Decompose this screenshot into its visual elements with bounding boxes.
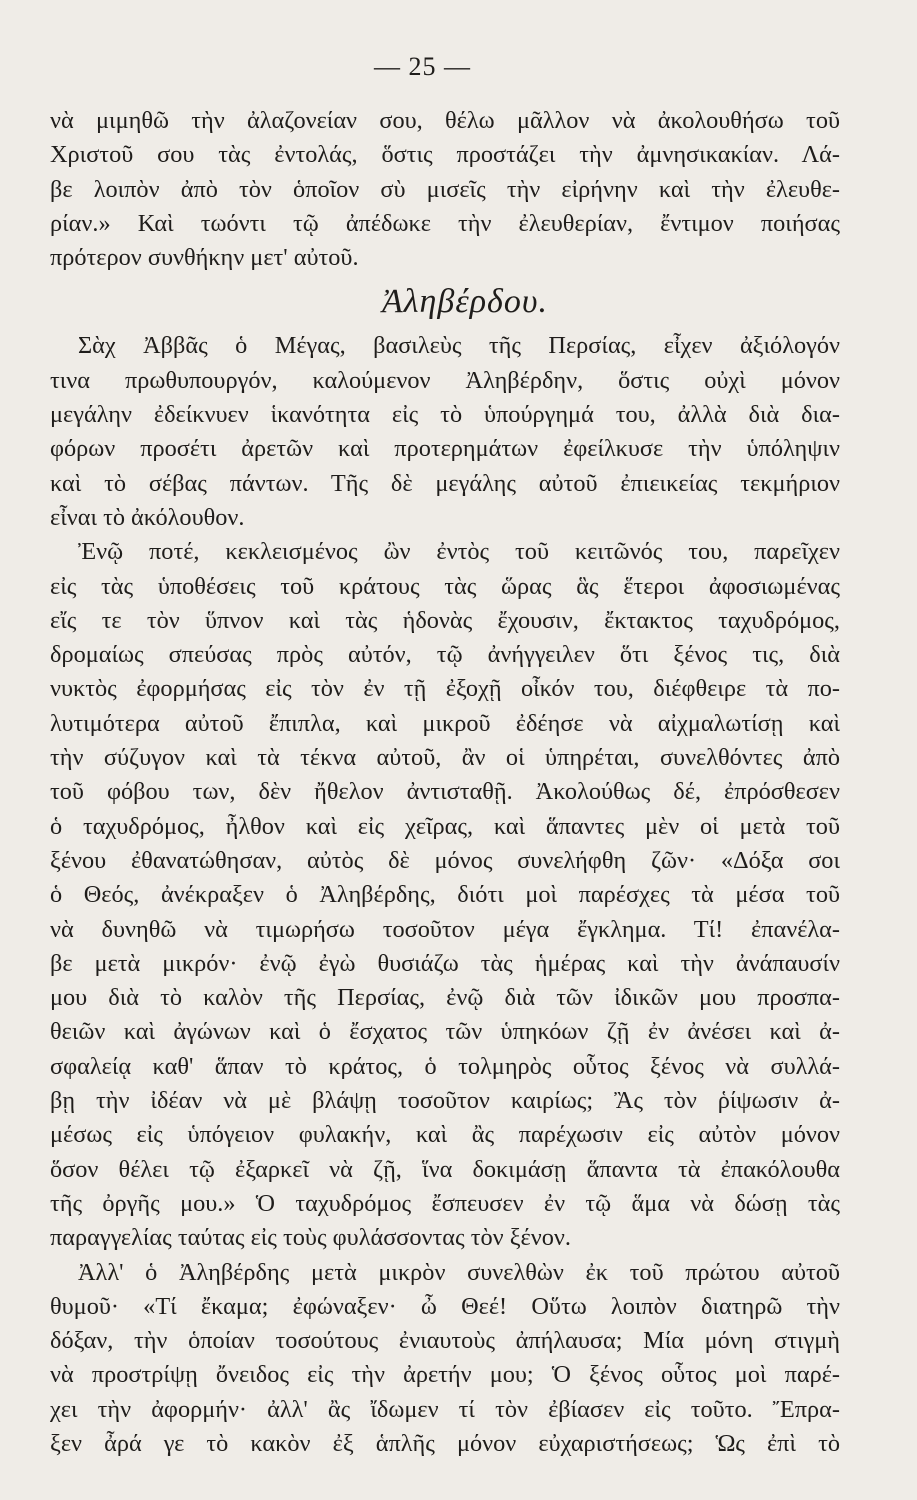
text-body <box>50 104 840 1461</box>
text-line: ξένου ἐθανατώθησαν, αὐτὸς δὲ μόνος συνελήφθη ζῶν· «Δόξα σοι <box>50 846 840 874</box>
text-line: τὴν σύζυγον καὶ τὰ τέκνα αὐτοῦ, ἂν οἱ ὑπηρέται, συνελθόντες ἀπὸ <box>50 744 840 772</box>
text-line: πρότερον συνθήκην μετ' αὐτοῦ. <box>50 244 359 272</box>
text-line: ξεν ἆρά γε τὸ κακὸν ἐξ ἁπλῆς μόνον εὐχαριστήσεως; Ὡς ἐπὶ τὸ <box>50 1429 840 1457</box>
text-line: νὰ προστρίψῃ ὄνειδος εἰς τὴν ἀρετήν μου; Ὁ ξένος οὗτος μοὶ παρέ- <box>50 1361 840 1389</box>
text-line: μέσως εἰς ὑπόγειον φυλακήν, καὶ ἂς παρέχωσιν εἰς αὐτὸν μόνον <box>50 1121 840 1149</box>
text-line: ρίαν.» Καὶ τωόντι τῷ ἀπέδωκε τὴν ἐλευθερίαν, ἔντιμον ποιήσας <box>50 209 840 237</box>
text-line: μου διὰ τὸ καλὸν τῆς Περσίας, ἐνῷ διὰ τῶν ἰδικῶν μου προσπα- <box>50 984 840 1012</box>
text-line: καὶ τὸ σέβας πάντων. Τῆς δὲ μεγάλης αὐτοῦ ἐπιεικείας τεκμήριον <box>50 469 840 497</box>
text-line: ὅσον θέλει τῷ ἐξαρκεῖ νὰ ζῇ, ἵνα δοκιμάσῃ ἅπαντα τὰ ἐπακόλουθα <box>50 1155 840 1183</box>
text-line: εἶναι τὸ ἀκόλουθον. <box>50 503 245 531</box>
text-line: ὁ Θεός, ἀνέκραξεν ὁ Ἀληβέρδης, διότι μοὶ παρέσχες τὰ μέσα τοῦ <box>50 881 840 909</box>
text-line: Σὰχ Ἀββᾶς ὁ Μέγας, βασιλεὺς τῆς Περσίας, εἶχεν ἀξιόλογόν <box>78 332 840 360</box>
text-line: λυτιμότερα αὐτοῦ ἔπιπλα, καὶ μικροῦ ἐδέησε νὰ αἰχμαλωτίσῃ καὶ <box>50 709 840 737</box>
text-line: βε μετὰ μικρόν· ἐνῷ ἐγὼ θυσιάζω τὰς ἡμέρας καὶ τὴν ἀνάπαυσίν <box>50 949 840 977</box>
text-line: Ἀλλ' ὁ Ἀληβέρδης μετὰ μικρὸν συνελθὼν ἐκ τοῦ πρώτου αὐτοῦ <box>78 1258 840 1286</box>
text-line: δρομαίως σπεύσας πρὸς αὐτόν, τῷ ἀνήγγειλεν ὅτι ξένος τις, διὰ <box>50 641 840 669</box>
text-line: μεγάλην ἐδείκνυεν ἱκανότητα εἰς τὸ ὑπούργημά του, ἀλλὰ διὰ δια- <box>50 401 840 429</box>
text-line: φόρων προσέτι ἀρετῶν καὶ προτερημάτων ἐφείλκυσε τὴν ὑπόληψιν <box>50 435 840 463</box>
page-number: — 25 — <box>374 52 471 81</box>
text-line: βε λοιπὸν ἀπὸ τὸν ὁποῖον σὺ μισεῖς τὴν εἰρήνην καὶ τὴν ἐλευθε- <box>50 175 840 203</box>
text-line: παραγγελίας ταύτας εἰς τοὺς φυλάσσοντας τὸν ξένον. <box>50 1224 571 1252</box>
section-heading: Ἀληβέρδου. <box>382 283 548 321</box>
text-line: θυμοῦ· «Τί ἔκαμα; ἐφώναξεν· ὦ Θεέ! Οὕτω λοιπὸν διατηρῶ τὴν <box>50 1292 840 1320</box>
text-line: Χριστοῦ σου τὰς ἐντολάς, ὅστις προστάζει τὴν ἀμνησικακίαν. Λά- <box>50 141 840 169</box>
text-line: νὰ δυνηθῶ νὰ τιμωρήσω τοσοῦτον μέγα ἔγκλημα. Τί! ἐπανέλα- <box>50 915 840 943</box>
text-line: Ἐνῷ ποτέ, κεκλεισμένος ὢν ἐντὸς τοῦ κειτῶνός του, παρεῖχεν <box>78 538 840 566</box>
text-line: τοῦ φόβου των, δὲν ἤθελον ἀντισταθῇ. Ἀκολούθως δέ, ἐπρόσθεσεν <box>50 778 840 806</box>
text-line: βῃ τὴν ἰδέαν νὰ μὲ βλάψῃ τοσοῦτον καιρίως; Ἂς τὸν ῥίψωσιν ἀ- <box>50 1087 840 1115</box>
text-line: θειῶν καὶ ἀγώνων καὶ ὁ ἔσχατος τῶν ὑπηκόων ζῇ ἐν ἀνέσει καὶ ἀ- <box>50 1018 840 1046</box>
text-line: εἴς τε τὸν ὕπνον καὶ τὰς ἡδονὰς ἔχουσιν, ἔκτακτος ταχυδρόμος, <box>50 606 840 634</box>
text-line: τινα πρωθυπουργόν, καλούμενον Ἀληβέρδην, ὅστις οὐχὶ μόνον <box>50 366 840 394</box>
text-line: ὁ ταχυδρόμος, ἦλθον καὶ εἰς χεῖρας, καὶ ἅπαντες μὲν οἱ μετὰ τοῦ <box>50 812 840 840</box>
text-line: δόξαν, τὴν ὁποίαν τοσούτους ἐνιαυτοὺς ἀπήλαυσα; Μία μόνη στιγμὴ <box>50 1327 840 1355</box>
text-line: χει τὴν ἀφορμήν· ἀλλ' ἂς ἴδωμεν τί τὸν ἐβίασεν εἰς τοῦτο. Ἔπρα- <box>50 1395 840 1423</box>
text-line: τῆς ὀργῆς μου.» Ὁ ταχυδρόμος ἔσπευσεν ἐν τῷ ἅμα νὰ δώσῃ τὰς <box>50 1189 840 1217</box>
text-line: εἰς τὰς ὑποθέσεις τοῦ κράτους τὰς ὥρας ἃς ἕτεροι ἀφοσιωμένας <box>50 572 840 600</box>
text-line: σφαλείᾳ καθ' ἅπαν τὸ κράτος, ὁ τολμηρὸς οὗτος ξένος νὰ συλλά- <box>50 1052 840 1080</box>
text-line: νυκτὸς ἐφορμήσας εἰς τὸν ἐν τῇ ἐξοχῇ οἶκόν του, διέφθειρε τὰ πο- <box>50 675 840 703</box>
text-line: νὰ μιμηθῶ τὴν ἀλαζονείαν σου, θέλω μᾶλλον νὰ ἀκολουθήσω τοῦ <box>50 107 840 134</box>
